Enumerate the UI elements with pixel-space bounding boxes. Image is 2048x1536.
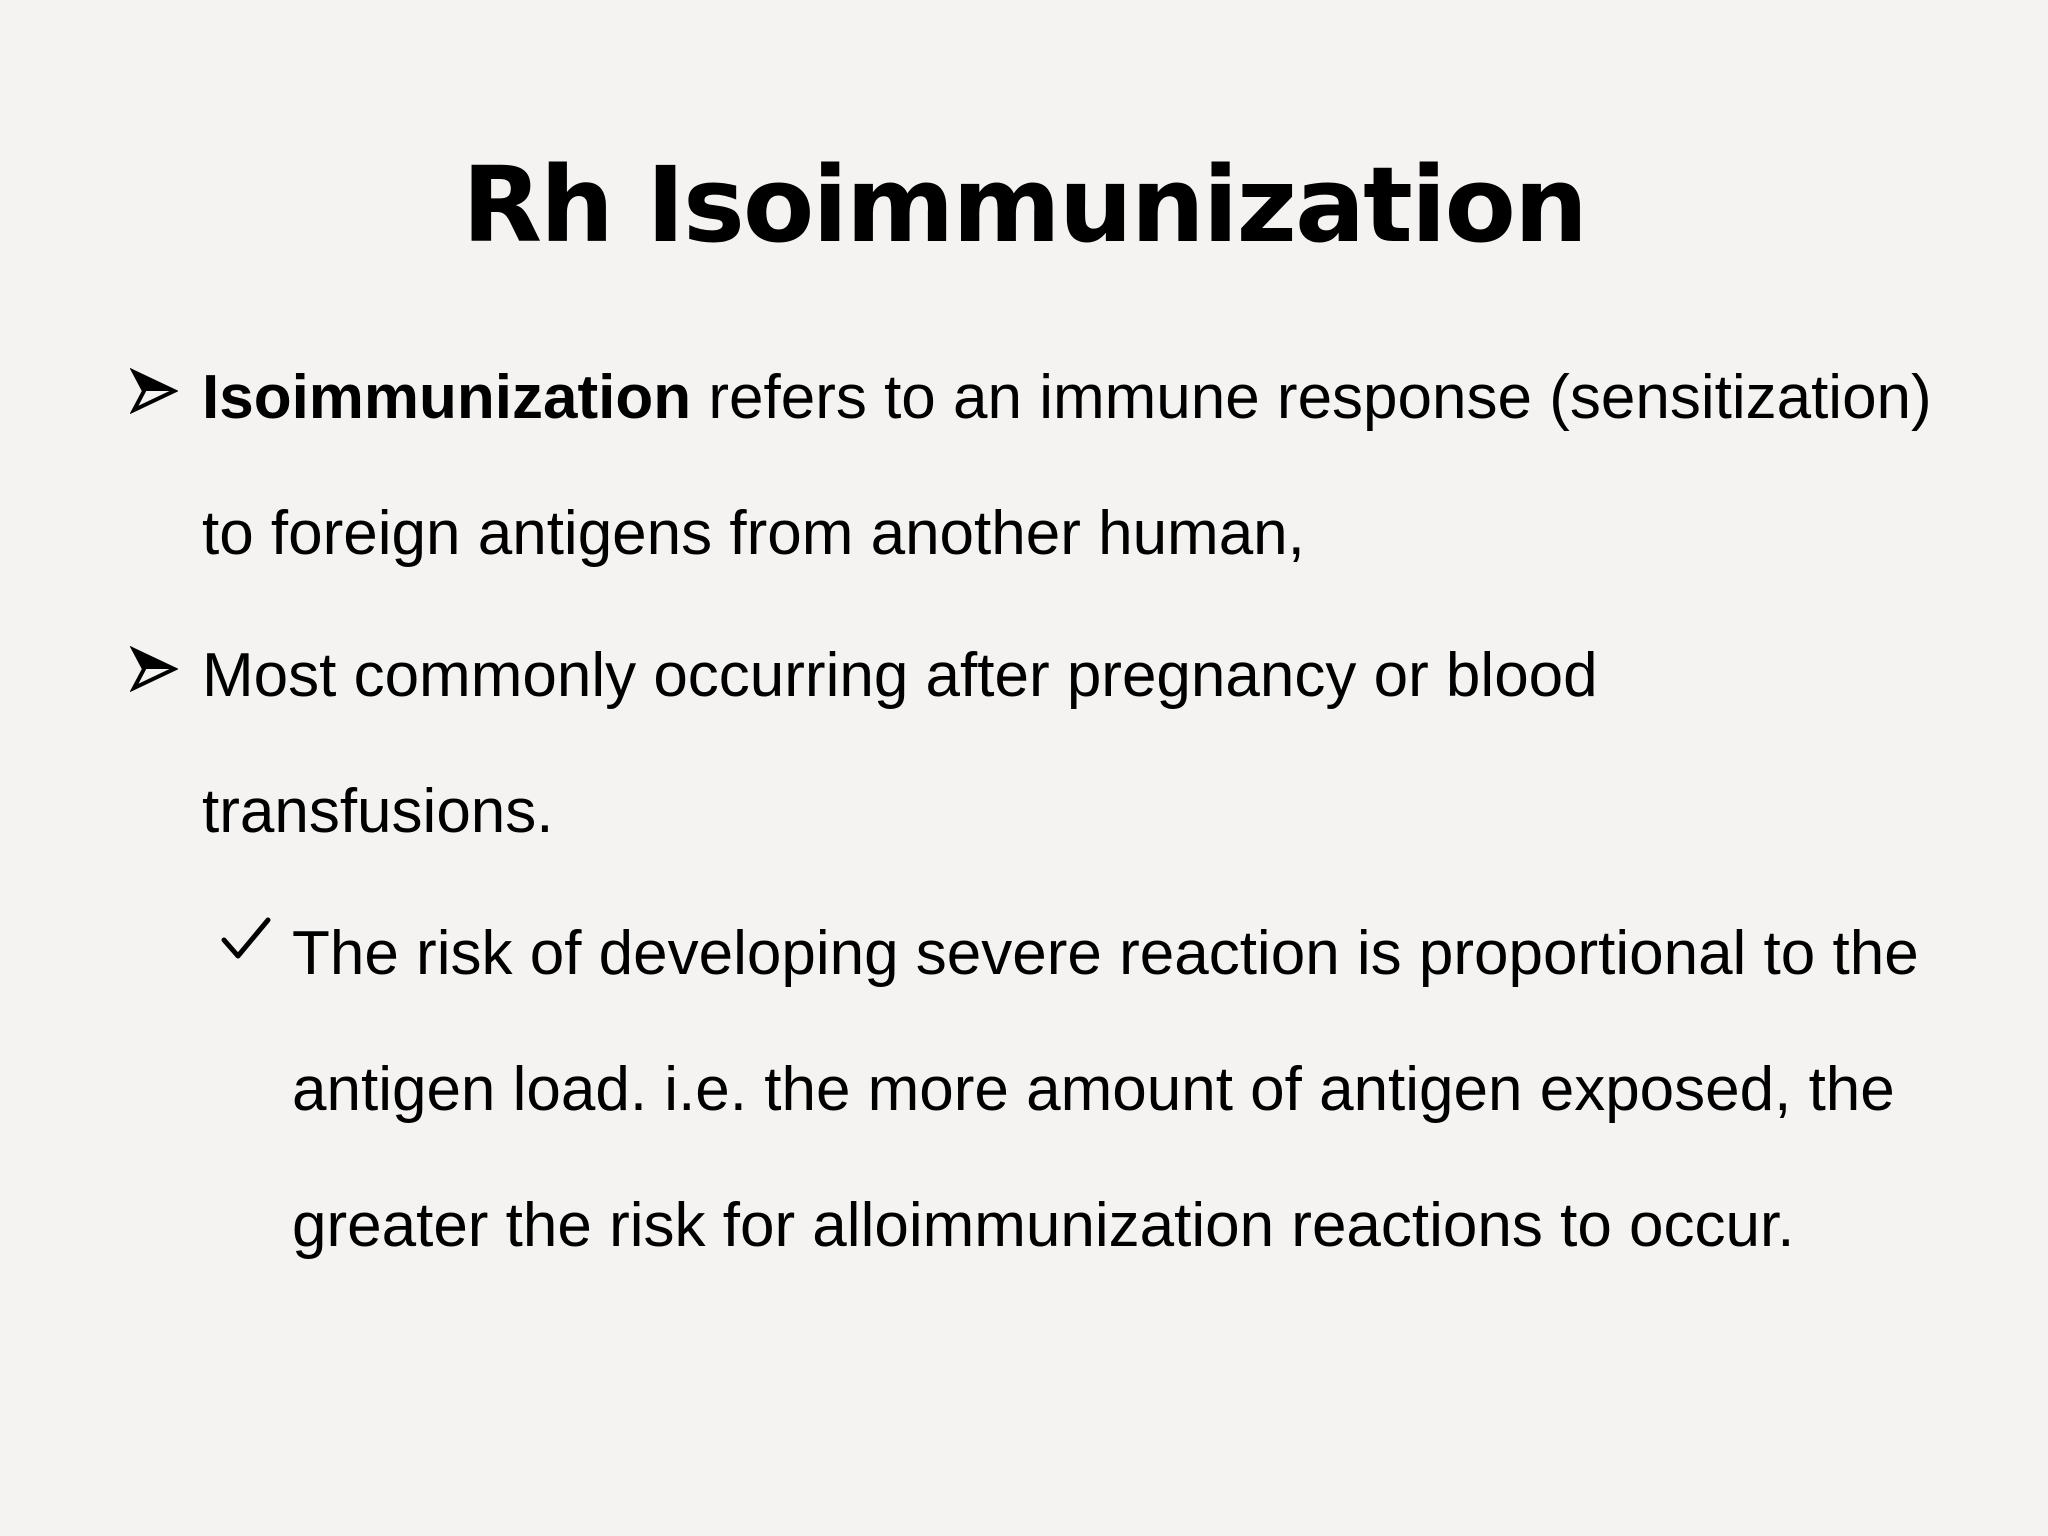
arrowhead-bullet-icon <box>130 330 190 466</box>
bullet-body: Most commonly occurring after pregnancy or blood transfusions. <box>202 641 1598 846</box>
bullet-item-2 <box>130 608 1950 880</box>
bullet-bold-term: Isoimmunization <box>202 363 692 432</box>
bullet-text <box>202 363 1932 568</box>
bullet-body: refers to an immune response (sensitization) to foreign antigens from another human, <box>202 363 1932 568</box>
bullet-item-1 <box>130 330 1950 602</box>
arrowhead-bullet-icon <box>130 608 190 744</box>
slide-title: Rh Isoimmunization <box>461 144 1587 266</box>
checkmark-bullet-icon <box>220 886 280 1022</box>
sub-bullet-text: The risk of developing severe reaction is proportional to the antigen load. i.e. the more amount of antigen exposed, the greater the risk for alloimmunization reactions to occur. <box>292 919 1919 1260</box>
sub-bullet-item-1 <box>220 886 1950 1294</box>
bullet-list <box>130 330 1950 1294</box>
